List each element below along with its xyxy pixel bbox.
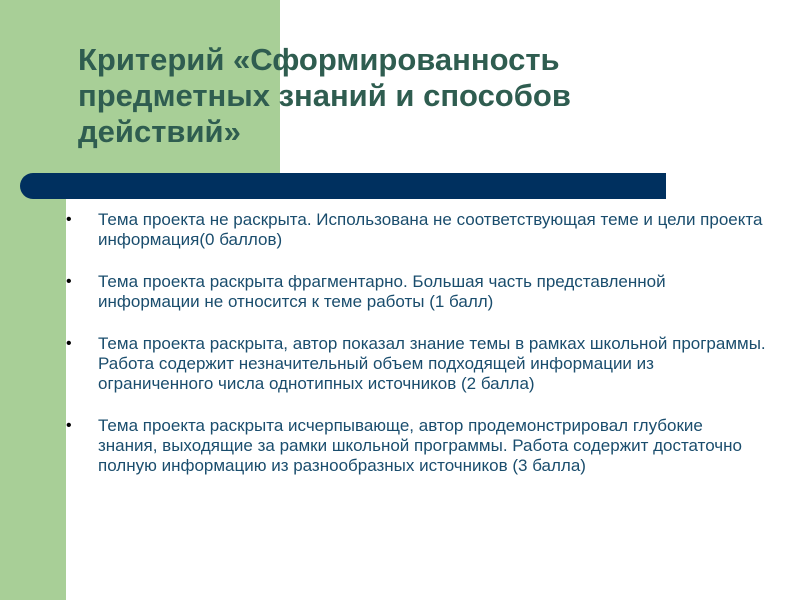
criteria-list: [66, 210, 766, 498]
criteria-item-text: Тема проекта раскрыта исчерпывающе, автор продемонстрировал глубокие знания, выходящие за рамки школьной программы. Работа содержит достаточно полную информацию из разнообразных источников (3 балла): [98, 416, 742, 475]
criteria-item-3-points: [66, 416, 766, 476]
bullet-icon: •: [66, 417, 72, 434]
slide-title: Критерий «Сформированность предметных знаний и способов действий»: [78, 42, 571, 149]
title-divider-bar: [20, 173, 666, 199]
criteria-item-text: Тема проекта раскрыта фрагментарно. Большая часть представленной информации не относится к теме работы (1 балл): [98, 272, 666, 311]
criteria-item-2-points: [66, 334, 766, 394]
criteria-item-text: Тема проекта раскрыта, автор показал знание темы в рамках школьной программы. Работа содержит незначительный объем подходящей информации из ограниченного числа однотипных источников (2 балла): [98, 334, 766, 393]
bullet-icon: •: [66, 335, 72, 352]
green-left-strip: [0, 195, 66, 600]
bullet-icon: •: [66, 211, 72, 228]
bullet-icon: •: [66, 273, 72, 290]
criteria-item-1-point: [66, 272, 766, 312]
criteria-item-0-points: [66, 210, 766, 250]
criteria-item-text: Тема проекта не раскрыта. Использована не соответствующая теме и цели проекта информация(0 баллов): [98, 210, 763, 249]
